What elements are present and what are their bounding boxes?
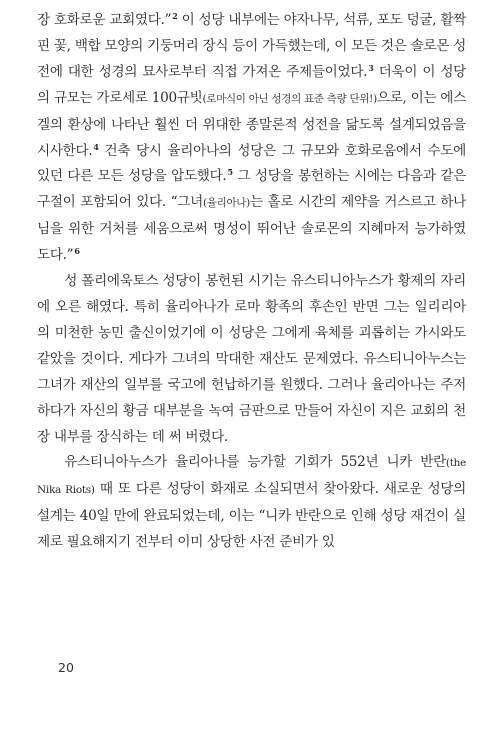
parenthetical-note: (the Nika Riots)	[37, 457, 466, 497]
footnote-marker: 4	[93, 141, 99, 152]
text-segment: 그 성당을 봉헌하는 시에는 다음과 같은 구절이 포함되어 있다. “그녀	[37, 168, 466, 211]
text-segment: 는 홀로 시간의 제약을 거스르고 하나님을 위한 거처를 세움으로써 명성이 뛰어난 솔로몬의 지혜마저 능가하였도다.”	[37, 194, 466, 264]
text-segment: 유스티니아누스가 율리아나를 능가할 기회가 552년 니카 반란	[64, 454, 446, 471]
body-text	[37, 8, 466, 556]
text-segment: 장 호화로운 교회였다.”	[37, 12, 172, 28]
paragraph-1	[37, 8, 466, 269]
footnote-marker: 2	[172, 11, 178, 21]
paragraph-3	[37, 450, 466, 556]
text-segment: 더욱이 이 성당의 규모는 가로세로 100규빗	[37, 63, 466, 106]
text-segment: 이 성당 내부에는 야자나무, 석류, 포도 덩굴, 활짝 핀 꽃, 백합 모양의 기둥머리 장식 등이 가득했는데, 이 모든 것은 솔로몬 성전에 대한 성경의 묘사로부터 직접 가져온 주제들이었다.	[37, 12, 466, 80]
parenthetical-note: (율리아나)	[202, 197, 250, 210]
paragraph-2	[37, 269, 466, 450]
footnote-marker: 6	[74, 246, 80, 257]
text-segment: 으로, 이는 에스겔의 환상에 나타난 훨씬 더 위대한 종말론적 성전을 닮도록 설계되었음을 시사한다.	[37, 89, 466, 159]
footnote-marker: 3	[368, 62, 374, 73]
parenthetical-note: (로마식이 아닌 성경의 표준 측량 단위!)	[202, 92, 377, 105]
text-segment: 성 폴리에욱토스 성당이 봉헌된 시기는 유스티니아누스가 황제의 자리에 오른 해였다. 특히 율리아나가 로마 황족의 후손인 반면 그는 일리리아의 미천한 농민 출신이었기에 이 성당은 그에게 육체를 괴롭히는 가시와도 같았을 것이다. 게다가 그녀의 막대한 재산도 문제였다. 유스티니아누스는 그녀가 재산의 일부를 국고에 헌납하기를 원했다. 그러나 율리아나는 주저하다가 자신의 황금 대부분을 녹여 금판으로 만들어 자신이 지은 교회의 천장 내부를 장식하는 데 써 버렸다.	[37, 273, 466, 445]
footnote-marker: 5	[227, 167, 233, 178]
page-number: 20	[58, 660, 74, 675]
text-segment: 때 또 다른 성당이 화재로 소실되면서 찾아왔다. 새로운 성당의 설계는 40일 만에 완료되었는데, 이는 “니카 반란으로 인해 성당 재건이 실제로 필요해지기 전부터 이미 상당한 사전 준비가 있	[37, 481, 467, 551]
text-segment: 건축 당시 율리아나의 성당은 그 규모와 호화로움에서 수도에 있던 다른 모든 성당을 압도했다.	[37, 142, 466, 185]
